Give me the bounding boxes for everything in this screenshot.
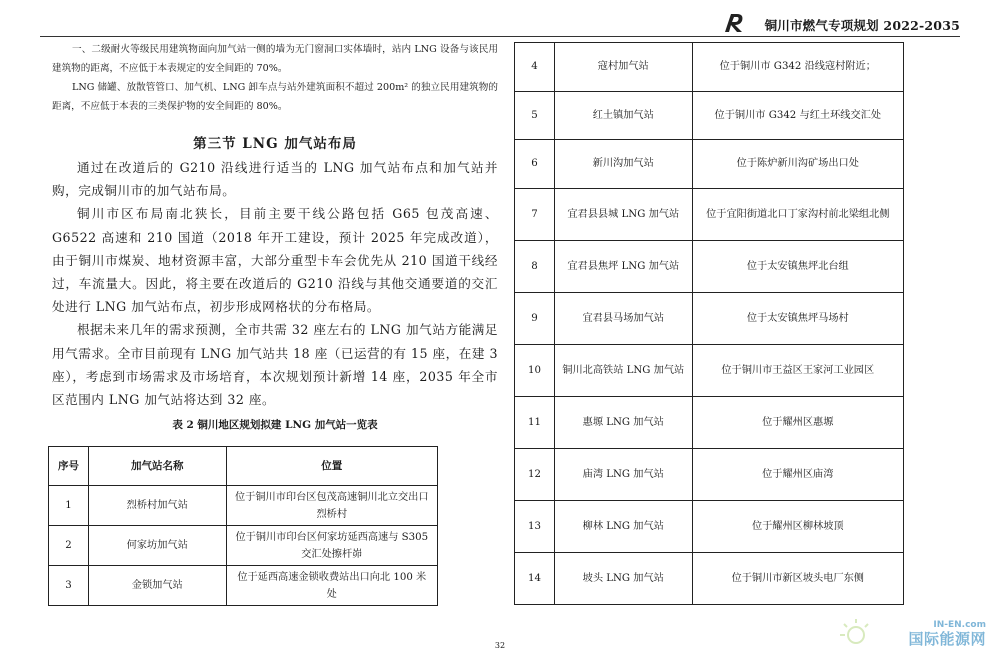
row-name: 铜川北高铁站 LNG 加气站 bbox=[554, 344, 692, 396]
table-row bbox=[49, 486, 438, 526]
table-row bbox=[515, 500, 904, 552]
row-name: 烈桥村加气站 bbox=[88, 486, 226, 526]
row-location: 位于铜川市新区坡头电厂东侧 bbox=[692, 552, 903, 604]
row-location: 位于铜川市印台区何家坊延西高速与 S305 交汇处擦杆峁 bbox=[226, 526, 437, 566]
row-name: 金锁加气站 bbox=[88, 566, 226, 606]
row-name: 柳林 LNG 加气站 bbox=[554, 500, 692, 552]
paragraph-3: 根据未来几年的需求预测，全市共需 32 座左右的 LNG 加气站方能满足用气需求。全市目前现有 LNG 加气站共 18 座（已运营的有 15 座，在建 3 座），考虑到市场需求及市场培育，本次规划预计新增 14 座，2035 年全市区范围内 LNG 加气站将达到 32 座。 bbox=[52, 322, 498, 408]
table-row bbox=[515, 552, 904, 604]
table-row bbox=[515, 344, 904, 396]
gas-logo-icon bbox=[722, 12, 748, 34]
row-no: 2 bbox=[49, 526, 89, 566]
row-no: 4 bbox=[515, 43, 555, 92]
row-location: 位于铜川市印台区包茂高速铜川北立交出口烈桥村 bbox=[226, 486, 437, 526]
row-no: 3 bbox=[49, 566, 89, 606]
paragraph-1: 通过在改道后的 G210 沿线进行适当的 LNG 加气站布点和加气站并购，完成铜川市的加气站布局。 bbox=[52, 160, 498, 199]
row-name: 惠塬 LNG 加气站 bbox=[554, 396, 692, 448]
row-no: 11 bbox=[515, 396, 555, 448]
watermark-domain: IN-EN.com bbox=[933, 620, 986, 630]
left-column bbox=[52, 40, 498, 438]
row-location: 位于陈炉新川沟矿场出口处 bbox=[692, 140, 903, 189]
row-name: 新川沟加气站 bbox=[554, 140, 692, 189]
row-name: 坡头 LNG 加气站 bbox=[554, 552, 692, 604]
row-no: 6 bbox=[515, 140, 555, 189]
watermark-text: 国际能源网 bbox=[908, 630, 986, 648]
note-1: 一、二级耐火等级民用建筑物面向加气站一侧的墙为无门窗洞口实体墙时，站内 LNG 设备与该民用建筑物的距离，不应低于本表规定的安全间距的 70%。 bbox=[52, 44, 498, 74]
table-row bbox=[515, 448, 904, 500]
row-no: 13 bbox=[515, 500, 555, 552]
row-no: 7 bbox=[515, 188, 555, 240]
table-row bbox=[515, 292, 904, 344]
row-name: 何家坊加气站 bbox=[88, 526, 226, 566]
page-number: 32 bbox=[494, 641, 506, 650]
table-header-row bbox=[49, 447, 438, 486]
row-location: 位于耀州区柳林坡顶 bbox=[692, 500, 903, 552]
row-name: 寇村加气站 bbox=[554, 43, 692, 92]
table-row bbox=[515, 140, 904, 189]
table-caption: 表 2 铜川地区规划拟建 LNG 加气站一览表 bbox=[172, 419, 378, 432]
row-no: 14 bbox=[515, 552, 555, 604]
section-title: 第三节 LNG 加气站布局 bbox=[193, 136, 357, 152]
row-name: 宜君县焦坪 LNG 加气站 bbox=[554, 240, 692, 292]
row-location: 位于宜阳街道北口丁家沟村前北梁组北侧 bbox=[692, 188, 903, 240]
row-no: 8 bbox=[515, 240, 555, 292]
table-row bbox=[515, 396, 904, 448]
station-table-part2 bbox=[514, 42, 904, 605]
row-name: 宜君县县城 LNG 加气站 bbox=[554, 188, 692, 240]
page-header bbox=[40, 12, 960, 37]
row-location: 位于铜川市 G342 与红土环线交汇处 bbox=[692, 91, 903, 140]
row-location: 位于太安镇焦坪北台组 bbox=[692, 240, 903, 292]
row-name: 红土镇加气站 bbox=[554, 91, 692, 140]
table-row bbox=[515, 43, 904, 92]
table-row bbox=[515, 188, 904, 240]
row-location: 位于太安镇焦坪马场村 bbox=[692, 292, 903, 344]
row-no: 5 bbox=[515, 91, 555, 140]
row-name: 庙湾 LNG 加气站 bbox=[554, 448, 692, 500]
paragraph-2: 铜川市区布局南北狭长，目前主要干线公路包括 G65 包茂高速、G6522 高速和 210 国道（2018 年开工建设，预计 2025 年完成改道），由于铜川市煤炭、地材资源丰富，大部分重型卡车会优先从 210 国道干线经过，车流量大。因此，将主要在改道后的 G210 沿线与其他交通要道的交汇处进行 LNG 加气站布点，初步形成网格状的分布格局。 bbox=[52, 206, 498, 315]
row-location: 位于延西高速金锁收费站出口向北 100 米处 bbox=[226, 566, 437, 606]
row-location: 位于铜川市 G342 沿线寇村附近； bbox=[692, 43, 903, 92]
row-no: 12 bbox=[515, 448, 555, 500]
table-row bbox=[49, 526, 438, 566]
table-row bbox=[515, 240, 904, 292]
row-location: 位于耀州区庙湾 bbox=[692, 448, 903, 500]
row-no: 9 bbox=[515, 292, 555, 344]
header-no: 序号 bbox=[49, 447, 89, 486]
table-row bbox=[515, 91, 904, 140]
row-no: 1 bbox=[49, 486, 89, 526]
header-title: 铜川市燃气专项规划 2022-2035 bbox=[764, 18, 960, 33]
table-row bbox=[49, 566, 438, 606]
station-table-part1 bbox=[48, 446, 438, 606]
row-no: 10 bbox=[515, 344, 555, 396]
row-name: 宜君县马场加气站 bbox=[554, 292, 692, 344]
header-name: 加气站名称 bbox=[88, 447, 226, 486]
note-2: LNG 储罐、放散管管口、加气机、LNG 卸车点与站外建筑面积不超过 200m² 的独立民用建筑物的距离，不应低于本表的三类保护物的安全间距的 80%。 bbox=[52, 82, 498, 112]
header-location: 位置 bbox=[226, 447, 437, 486]
row-location: 位于铜川市王益区王家河工业园区 bbox=[692, 344, 903, 396]
row-location: 位于耀州区惠塬 bbox=[692, 396, 903, 448]
